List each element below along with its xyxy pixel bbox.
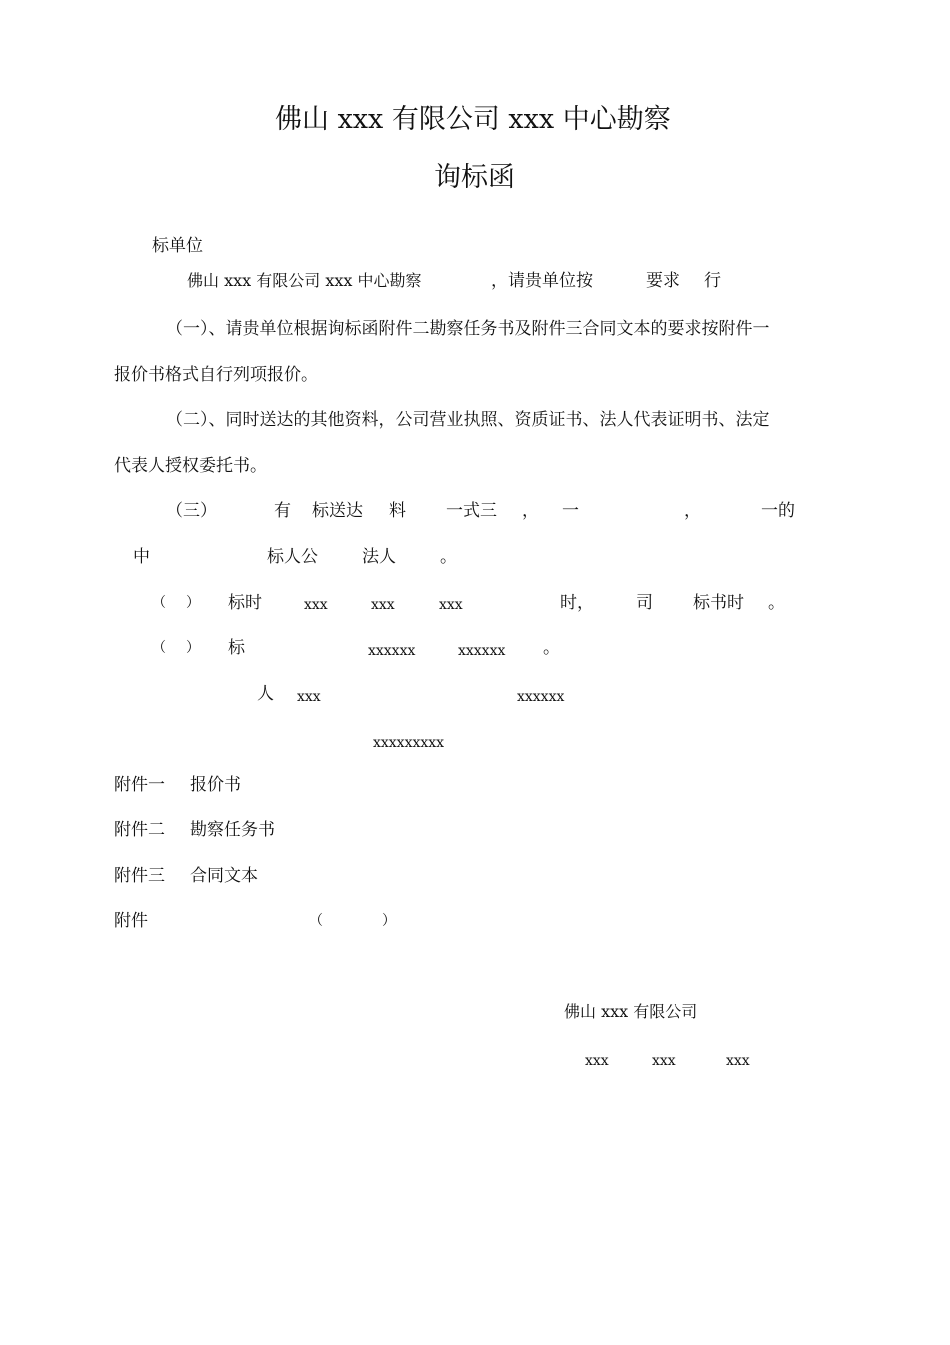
signature-date-c: xxx [726, 1053, 750, 1069]
attachment-label: 附件二 [114, 820, 165, 840]
intro-text-a: ，请贵单位按 [491, 271, 593, 291]
item5-a: 标 [228, 638, 245, 658]
contact-a: 人 [257, 684, 274, 704]
addressee: 标单位 [152, 236, 203, 256]
item2-line1: （二）、同时送达的其他资料，公司营业执照、资质证书、法人代表证明书、法定 [166, 410, 770, 430]
item5-paren-close: ） [186, 640, 200, 656]
item3-a: 有 [274, 501, 291, 521]
intro-company: 佛山 xxx 有限公司 xxx 中心勘察 [187, 271, 422, 290]
item4-a: 标时 [228, 593, 262, 613]
item4-paren-close: ） [186, 595, 200, 611]
attachment-label: 附件三 [114, 866, 165, 886]
item4-e: 时， [560, 593, 594, 613]
item3-label: （三） [166, 501, 217, 521]
item4-h: 。 [768, 593, 785, 613]
item3-l2b: 标人公 [267, 547, 318, 567]
item4-f: 司 [636, 593, 653, 613]
item3-b: 标送达 [312, 501, 363, 521]
attachment-name: 勘察任务书 [190, 820, 275, 840]
item3-d: 一式三 [446, 501, 497, 521]
attachment-paren-open: （ [309, 913, 323, 929]
item3-l2c: 法人 [362, 547, 396, 567]
item4-d: xxx [439, 597, 463, 613]
item3-f: 一 [562, 501, 579, 521]
item2-line2: 代表人授权委托书。 [114, 456, 267, 476]
attachment-label: 附件 [114, 911, 148, 931]
item5-c: xxxxxx [458, 643, 506, 659]
intro-text-b: 要求 [646, 271, 680, 291]
item5-d: 。 [543, 638, 560, 658]
item4-b: xxx [304, 597, 328, 613]
attachment-name: 合同文本 [190, 866, 258, 886]
item3-e: ， [522, 501, 539, 521]
signature-date-b: xxx [652, 1053, 676, 1069]
item4-paren-open: （ [152, 595, 166, 611]
contact-c: xxxxxx [517, 689, 565, 705]
item4-g: 标书时 [693, 593, 744, 613]
item3-g: ， [684, 501, 701, 521]
item5-paren-open: （ [152, 640, 166, 656]
document-subtitle: 询标函 [434, 162, 515, 193]
contact-b: xxx [297, 689, 321, 705]
item1-line1: （一）、请贵单位根据询标函附件二勘察任务书及附件三合同文本的要求按附件一 [166, 319, 770, 339]
item3-l2d: 。 [440, 547, 457, 567]
item3-c: 料 [389, 501, 406, 521]
document-title: 佛山 xxx 有限公司 xxx 中心勘察 [275, 104, 671, 135]
attachment-paren-close: ） [382, 913, 396, 929]
item3-h: 一的 [761, 501, 795, 521]
attachment-label: 附件一 [114, 775, 165, 795]
signature-date-a: xxx [585, 1053, 609, 1069]
item5-b: xxxxxx [368, 643, 416, 659]
item1-line2: 报价书格式自行列项报价。 [114, 365, 318, 385]
intro-text-c: 行 [704, 271, 721, 291]
attachment-name: 报价书 [190, 775, 241, 795]
item3-l2a: 中 [133, 547, 150, 567]
item4-c: xxx [371, 597, 395, 613]
signature-company: 佛山 xxx 有限公司 [564, 1002, 698, 1021]
contact-d: xxxxxxxxx [373, 735, 445, 751]
